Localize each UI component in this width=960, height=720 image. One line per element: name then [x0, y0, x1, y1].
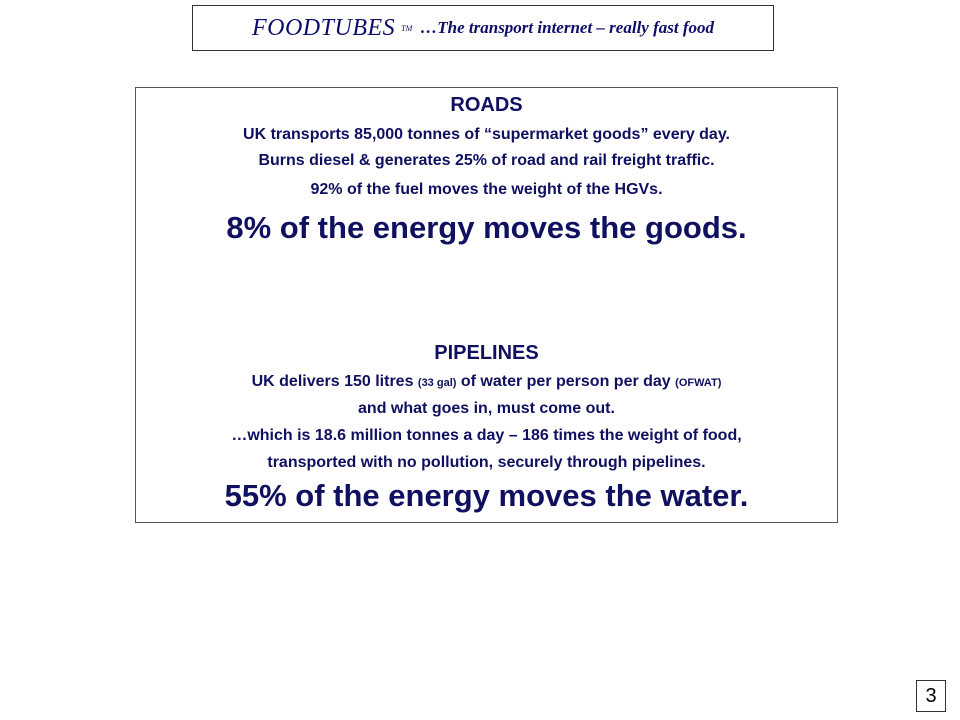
roads-headline: 8% of the energy moves the goods. — [226, 210, 747, 245]
brand-name: FOODTUBES — [251, 14, 396, 41]
title-banner — [192, 5, 774, 51]
roads-line-3: 92% of the fuel moves the weight of the HGVs. — [310, 181, 663, 198]
trademark-mark: TM — [401, 23, 413, 33]
content-panel — [135, 87, 838, 523]
page-number: 3 — [916, 680, 946, 712]
roads-heading: ROADS — [450, 94, 523, 116]
pipelines-headline: 55% of the energy moves the water. — [224, 478, 749, 513]
roads-line-2: Burns diesel & generates 25% of road and rail freight traffic. — [258, 152, 715, 169]
pipelines-heading: PIPELINES — [434, 342, 539, 364]
gallons-note: (33 gal) — [417, 377, 457, 389]
ofwat-note: (OFWAT) — [675, 377, 722, 389]
pipelines-line-3: …which is 18.6 million tonnes a day – 186 times the weight of food, — [231, 427, 742, 444]
roads-line-1: UK transports 85,000 tonnes of “supermarket goods” every day. — [243, 126, 730, 143]
pipelines-line-1-c: of water per person per day — [456, 373, 676, 390]
pipelines-line-4: transported with no pollution, securely through pipelines. — [267, 454, 706, 471]
tagline: …The transport internet – really fast food — [420, 18, 714, 37]
pipelines-line-1 — [136, 373, 837, 391]
pipelines-line-1-a: UK delivers 150 litres — [251, 373, 418, 390]
pipelines-line-2: and what goes in, must come out. — [358, 400, 615, 417]
